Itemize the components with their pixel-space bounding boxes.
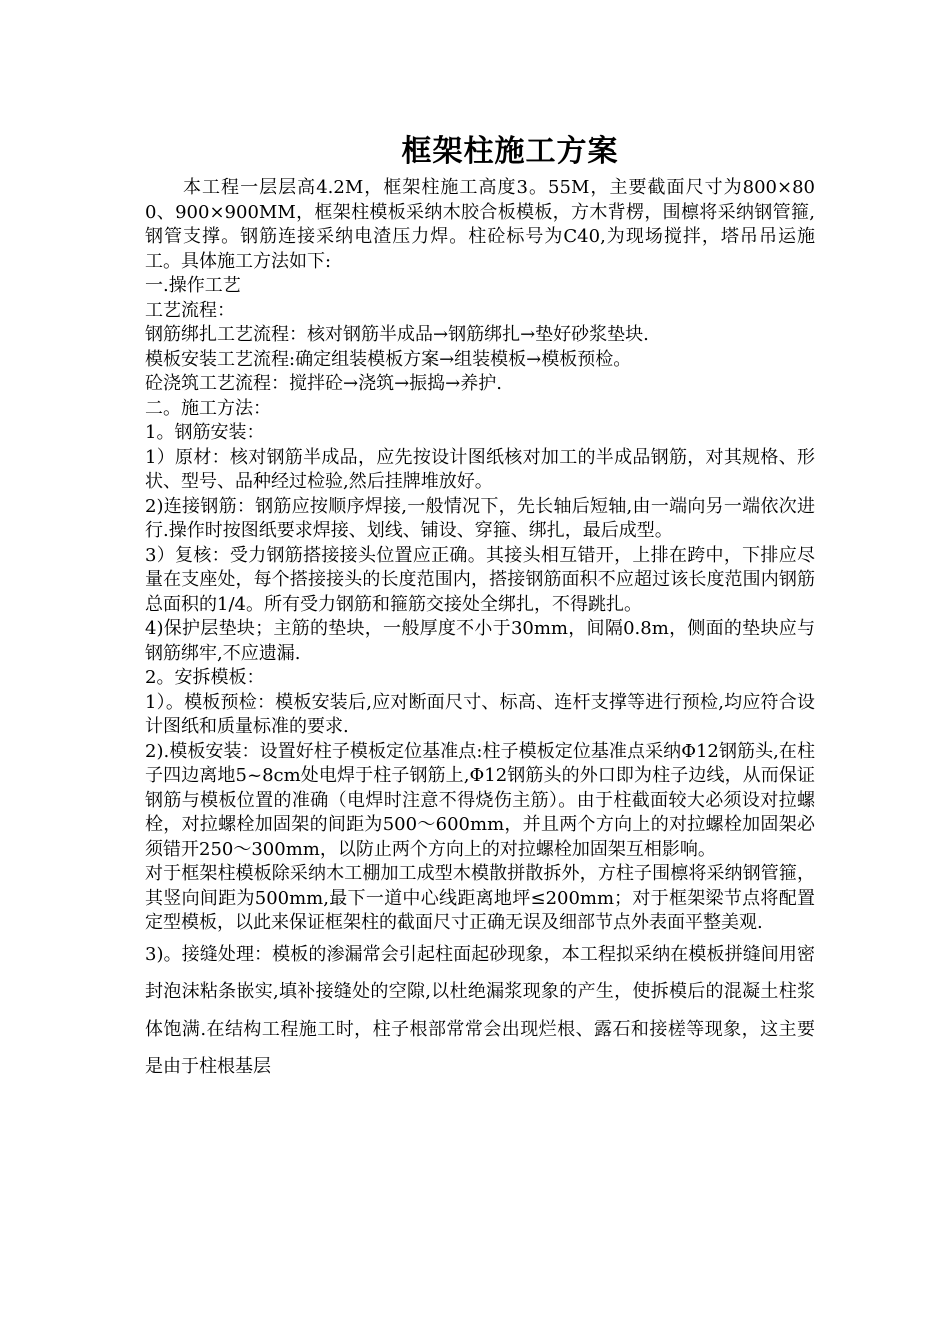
section-heading-construction-method: 二。施工方法： — [145, 397, 271, 419]
document-page — [145, 130, 815, 1086]
formwork-precheck-paragraph: 1）。模板预检：模板安装后,应对断面尺寸、标高、连杆支撑等进行预检,均应符合设计图纸和质量标准的要求. — [145, 691, 815, 737]
process-flow-label: 工艺流程： — [145, 299, 235, 321]
subheading-formwork: 2。安拆模板： — [145, 667, 265, 688]
joint-treatment-paragraph: 3)。接缝处理：模板的渗漏常会引起柱面起砂现象，本工程拟采纳在模板拼缝间用密封泡沫粘条嵌实,填补接缝处的空隙,以杜绝漏浆现象的产生，使拆模后的混凝土柱浆体饱满.在结构工程施工时，柱子根部常常会出现烂根、露石和接槎等现象，这主要是由于柱根基层 — [145, 943, 815, 1077]
formwork-install-paragraph: 2).模板安装：设置好柱子模板定位基准点:柱子模板定位基准点采纳Φ12钢筋头,在柱子四边离地5~8cm处电焊于柱子钢筋上,Φ12钢筋头的外口即为柱子边线，从而保证钢筋与模板位置的准确（电焊时注意不得烧伤主筋）。由于柱截面较大必须设对拉螺栓，对拉螺栓加固架的间距为500～600mm，并且两个方向上的对拉螺栓加固架必须错开250～300mm，以防止两个方向上的对拉螺栓加固架互相影响。 — [145, 740, 815, 860]
frame-column-formwork-paragraph: 对于框架柱模板除采纳木工棚加工成型木模散拼散拆外，方柱子围檩将采纳钢管箍，其竖向间距为500mm,最下一道中心线距离地坪≤200mm；对于框架梁节点将配置定型模板，以此来保证框架柱的截面尺寸正确无误及细部节点外表面平整美观. — [145, 863, 815, 933]
document-title: 框架柱施工方案 — [401, 134, 619, 169]
intro-paragraph: 本工程一层层高4.2M，框架柱施工高度3。55M，主要截面尺寸为800×800、900×900MM，框架柱模板采纳木胶合板模板，方木背楞，围檩将采纳钢管箍,钢管支撑。钢筋连接采纳电渣压力焊。柱砼标号为C40,为现场搅拌，塔吊吊运施工。具体施工方法如下: — [145, 177, 815, 272]
concrete-pouring-flow: 砼浇筑工艺流程：搅拌砼→浇筑→振捣→养护. — [145, 373, 502, 394]
rebar-binding-flow: 钢筋绑扎工艺流程：核对钢筋半成品→钢筋绑扎→垫好砂浆垫块. — [145, 324, 649, 345]
formwork-install-flow: 模板安装工艺流程:确定组装模板方案→组装模板→模板预检。 — [145, 348, 632, 370]
rebar-raw-material-paragraph: 1）原材：核对钢筋半成品，应先按设计图纸核对加工的半成品钢筋，对其规格、形状、型号、品种经过检验,然后挂牌堆放好。 — [145, 446, 815, 492]
rebar-connection-paragraph: 2)连接钢筋：钢筋应按顺序焊接,一般情况下，先长轴后短轴,由一端向另一端依次进行.操作时按图纸要求焊接、划线、铺设、穿箍、绑扎，最后成型。 — [145, 495, 815, 541]
rebar-review-paragraph: 3）复核：受力钢筋搭接接头位置应正确。其接头相互错开，上排在跨中，下排应尽量在支座处，每个搭接接头的长度范围内，搭接钢筋面积不应超过该长度范围内钢筋总面积的1/4。所有受力钢筋和箍筋交接处全绑扎，不得跳扎。 — [145, 544, 815, 615]
subheading-rebar-install: 1。钢筋安装： — [145, 422, 265, 443]
section-heading-operation-process: 一.操作工艺 — [145, 275, 241, 296]
cover-block-paragraph: 4)保护层垫块；主筋的垫块，一般厚度不小于30mm，间隔0.8m，侧面的垫块应与钢筋绑牢,不应遗漏. — [145, 618, 815, 664]
